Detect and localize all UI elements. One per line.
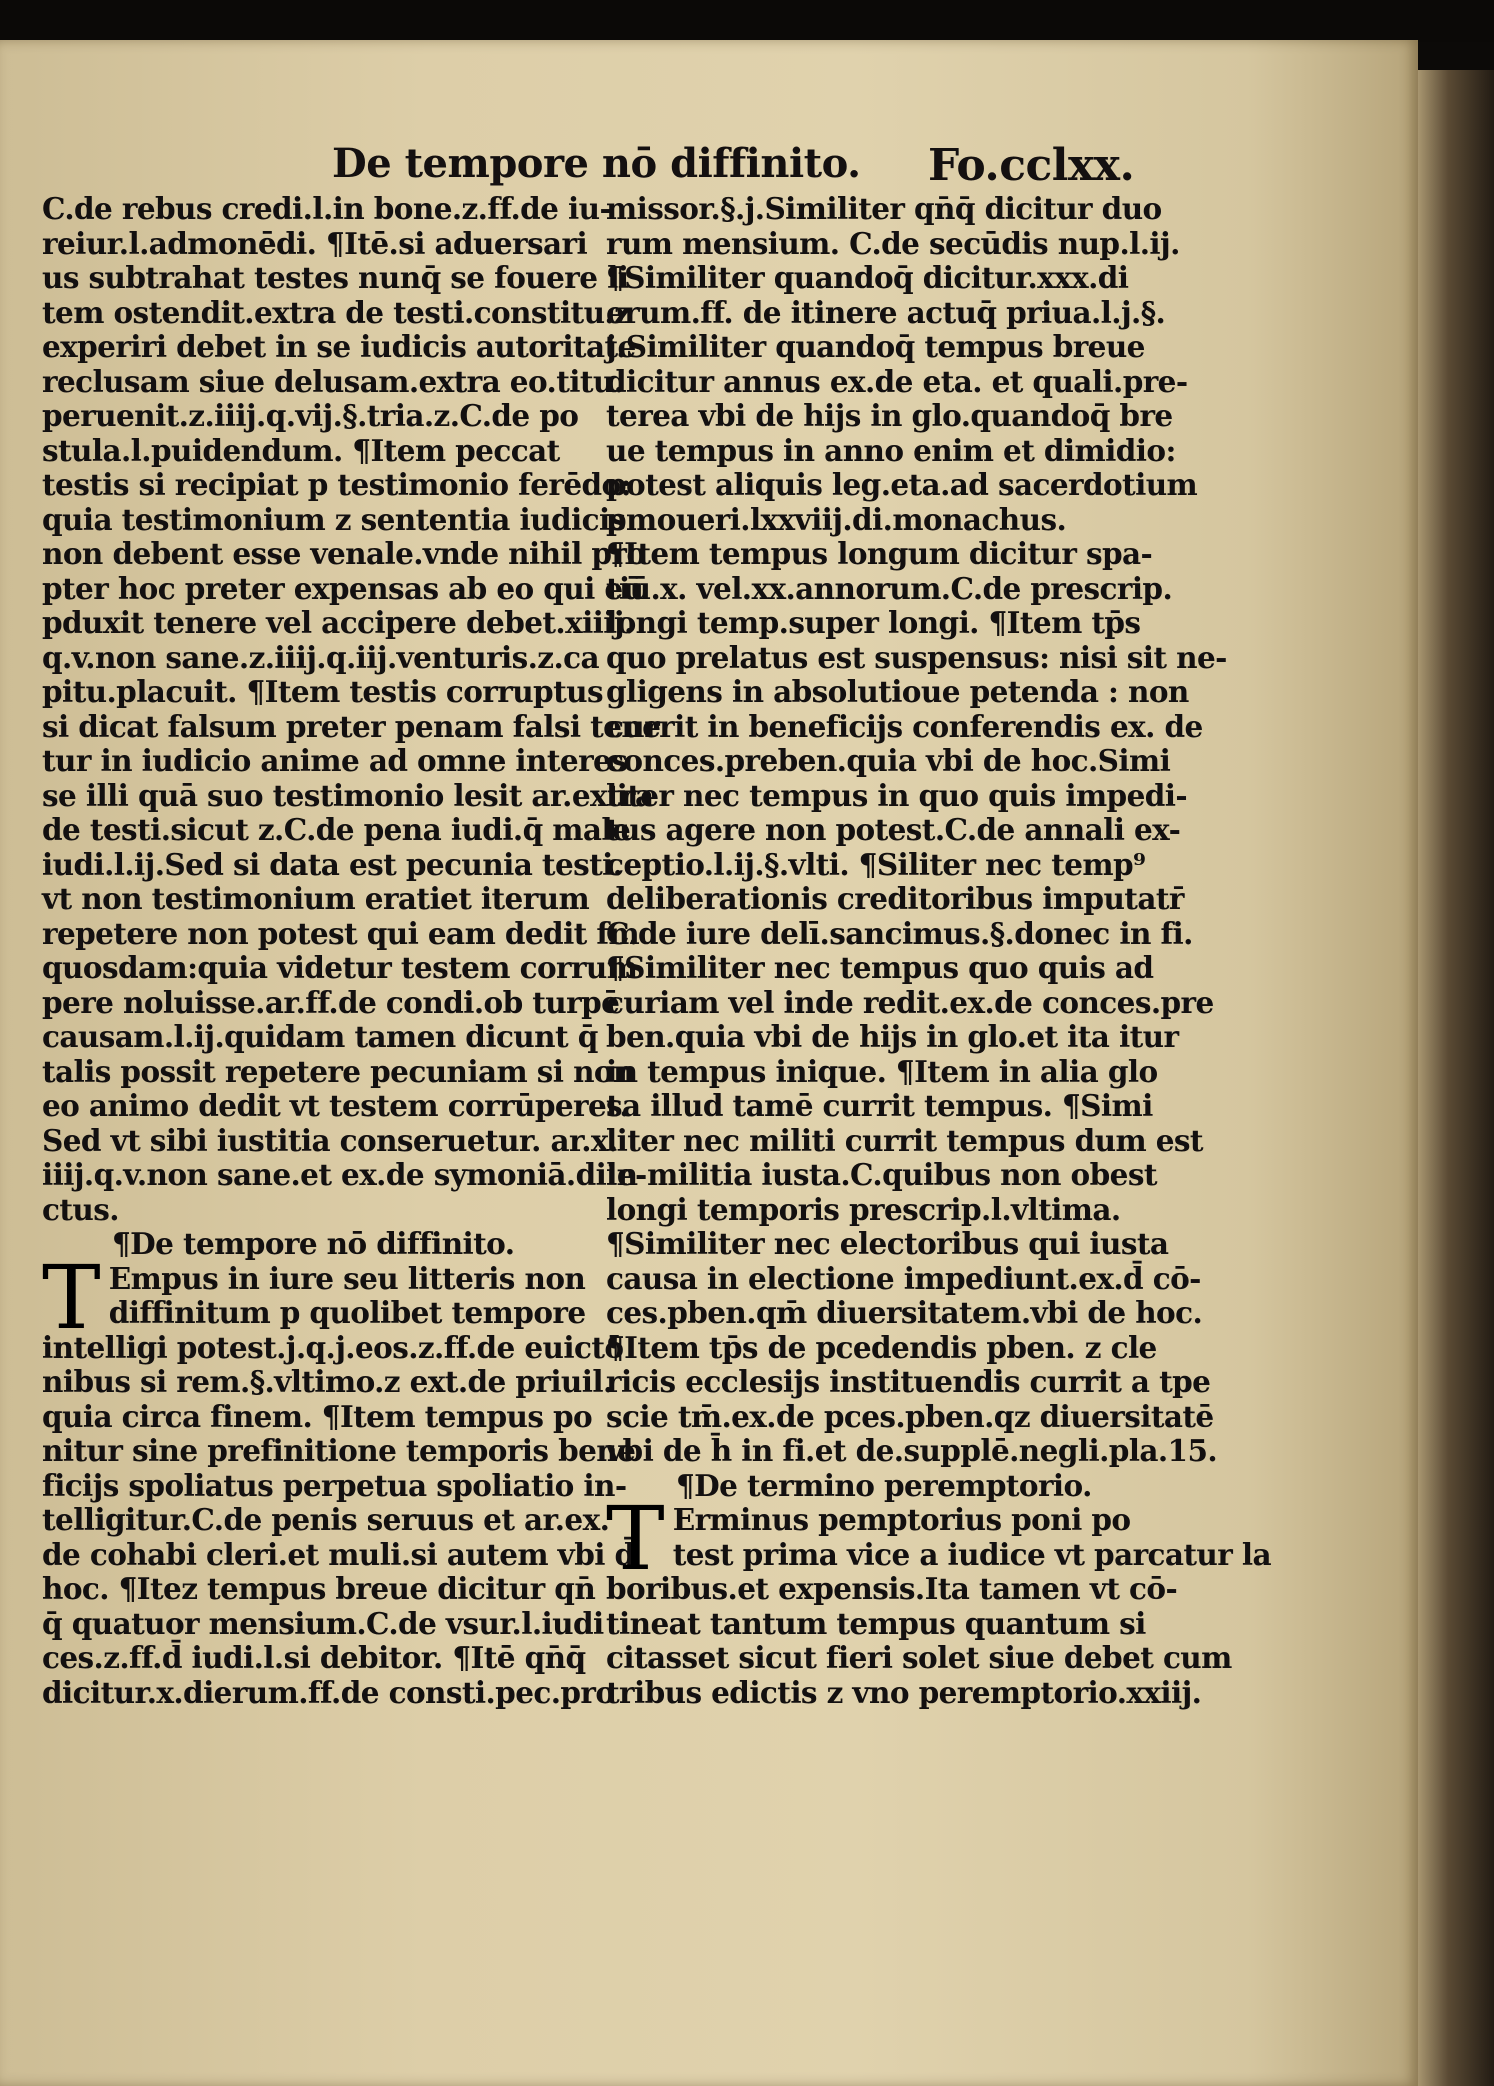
text-line: experiri debet in se iudicis autoritate (42, 329, 636, 364)
text-line: ¶Similiter quandoq̄ dicitur.xxx.di (606, 260, 1129, 295)
text-line: causam.l.ij.quidam tamen dicunt q̄ (42, 1019, 598, 1054)
text-line: scie tm̄.ex.de pces.pben.qz diuersitatē (606, 1398, 1214, 1434)
text-line: pitu.placuit. ¶Item testis corruptus (42, 674, 603, 709)
text-line: ceptio.l.ij.§.vlti. ¶Siliter nec temp⁹ (606, 846, 1146, 882)
text-line: longi temp.super longi. ¶Item tp̄s (606, 605, 1141, 640)
text-line: liter nec militi currit tempus dum est (606, 1122, 1203, 1158)
text-line: testis si recipiat p testimonio ferēdo: (42, 467, 631, 502)
text-line: hoc. ¶Itez tempus breue dicitur qn̄ (42, 1571, 596, 1606)
text-line: intelligi potest.j.q.j.eos.z.ff.de euictō (42, 1329, 624, 1365)
right-column-body (606, 191, 1227, 1469)
text-line: q.v.non sane.z.iiij.q.iij.venturis.z.ca (42, 639, 599, 675)
text-line: citasset sicut fieri solet siue debet cum (606, 1640, 1232, 1675)
text-line: diffinitum p quolibet tempore (108, 1295, 586, 1330)
text-line: liter nec tempus in quo quis impedi- (606, 777, 1188, 813)
text-line: terea vbi de hijs in glo.quandoq̄ bre (606, 398, 1173, 433)
text-line: telligitur.C.de penis seruus et ar.ex. (42, 1502, 610, 1537)
text-line: Erminus pemptorius poni po (672, 1502, 1131, 1537)
text-line: test prima vice a iudice vt parcatur la (672, 1536, 1272, 1572)
text-line: ces.pben.qm̄ diuersitatem.vbi de hoc. (606, 1295, 1203, 1330)
text-line: j.Similiter quandoq̄ tempus breue (606, 329, 1145, 364)
text-line: C.de iure delī.sancimus.§.donec in fi. (606, 915, 1193, 951)
text-line: us subtrahat testes nunq̄ se fouere li (42, 260, 629, 295)
text-line: in militia iusta.C.quibus non obest (606, 1157, 1157, 1192)
text-line: nitur sine prefinitione temporis bene (42, 1433, 636, 1468)
section-heading: ¶De tempore nō diffinito. (112, 1226, 515, 1261)
text-line: eo animo dedit vt testem corrūperet. (42, 1088, 629, 1123)
text-line: ¶Item tempus longum dicitur spa- (606, 536, 1153, 571)
text-line: potest aliquis leg.eta.ad sacerdotium (606, 467, 1198, 502)
text-line: de cohabi cleri.et muli.si autem vbi d̄ (42, 1536, 635, 1572)
text-line: tus agere non potest.C.de annali ex- (606, 812, 1181, 847)
text-line: conces.preben.quia vbi de hoc.Simi (606, 743, 1171, 778)
text-line: erum.ff. de itinere actuq̄ priua.l.j.§. (606, 294, 1166, 330)
text-line: quia circa finem. ¶Item tempus po (42, 1398, 593, 1434)
text-line: ue tempus in anno enim et dimidio: (606, 432, 1176, 468)
text-line: pmoueri.lxxviij.di.monachus. (606, 501, 1067, 537)
text-line: sa illud tamē currit tempus. ¶Simi (606, 1088, 1153, 1123)
text-line: dicitur annus ex.de eta. et quali.pre- (606, 363, 1188, 399)
text-line: longi temporis prescrip.l.vltima. (606, 1191, 1121, 1227)
text-line: quo prelatus est suspensus: nisi sit ne- (606, 639, 1227, 675)
folio-number: Fo.cclxx. (928, 140, 1135, 191)
text-line: talis possit repetere pecuniam si non (42, 1053, 634, 1089)
text-line: dicitur.x.dierum.ff.de consti.pec.pro (42, 1674, 615, 1710)
text-line: si dicat falsum preter penam falsi tene (42, 708, 661, 744)
text-line: ficijs spoliatus perpetua spoliatio in- (42, 1467, 627, 1503)
text-line: boribus.et expensis.Ita tamen vt cō- (606, 1571, 1178, 1606)
text-line: in tempus inique. ¶Item in alia glo (606, 1053, 1158, 1089)
text-line: Sed vt sibi iustitia conseruetur. ar.x. (42, 1122, 618, 1158)
text-line: stula.l.puidendum. ¶Item peccat (42, 432, 560, 468)
text-line: iudi.l.ij.Sed si data est pecunia testi. (42, 846, 623, 882)
text-line: ben.quia vbi de hijs in glo.et ita itur (606, 1019, 1179, 1054)
text-line: ces.z.ff.d̄ iudi.l.si debitor. ¶Itē qn̄q̄ (42, 1640, 586, 1675)
text-line: reiur.l.admonēdi. ¶Itē.si aduersari (42, 225, 588, 261)
running-title: De tempore nō diffinito. (332, 140, 861, 187)
section2-heading: ¶De termino peremptorio. (676, 1467, 1092, 1503)
text-line: rum mensium. C.de secūdis nup.l.ij. (606, 225, 1180, 261)
text-line: non debent esse venale.vnde nihil pro (42, 536, 646, 571)
left-column-body (42, 191, 661, 1227)
text-line: de testi.sicut z.C.de pena iudi.q̄ male (42, 812, 631, 847)
text-line: pduxit tenere vel accipere debet.xiiij. (42, 605, 634, 640)
text-line: tem ostendit.extra de testi.constitu.z (42, 294, 631, 330)
text-line: Empus in iure seu litteris non (108, 1260, 586, 1296)
text-line: ricis ecclesijs instituendis currit a tpe (606, 1364, 1211, 1399)
top-binding-shadow (0, 0, 1494, 42)
text-line: tineat tantum tempus quantum si (606, 1605, 1146, 1641)
text-line: ¶Item tp̄s de pcedendis pben. z cle (606, 1329, 1157, 1365)
text-line: q̄ quatuor mensium.C.de vsur.l.iudi (42, 1605, 604, 1641)
text-line: gligens in absolutioue petenda : non (606, 674, 1189, 709)
text-line: peruenit.z.iiij.q.vij.§.tria.z.C.de po (42, 398, 579, 433)
text-line: ¶Similiter nec tempus quo quis ad (606, 950, 1154, 985)
text-line: se illi quā suo testimonio lesit ar.extra (42, 777, 654, 813)
text-line: missor.§.j.Similiter qn̄q̄ dicitur duo (606, 191, 1162, 226)
text-line: C.de rebus credi.l.in bone.z.ff.de iu- (42, 191, 612, 226)
text-line: ¶Similiter nec electoribus qui iusta (606, 1226, 1169, 1261)
text-line: iiij.q.v.non sane.et ex.de symoniā.dile- (42, 1157, 647, 1192)
text-line: pter hoc preter expensas ab eo qui eū (42, 570, 644, 606)
drop-cap: T (42, 1245, 101, 1349)
section-paragraph (42, 1245, 636, 1711)
left-column (42, 191, 661, 1710)
text-line: quosdam:quia videtur testem corrum (42, 950, 638, 985)
text-line: causa in electione impediunt.ex.d̄ cō- (606, 1260, 1201, 1296)
text-line: tiū.x. vel.xx.annorum.C.de prescrip. (606, 570, 1173, 606)
text-line: curiam vel inde redit.ex.de conces.pre (606, 984, 1214, 1020)
text-line: currit in beneficijs conferendis ex. de (606, 708, 1203, 744)
drop-cap-2: T (606, 1487, 665, 1590)
text-line: deliberationis creditoribus imputatr̄ (606, 881, 1184, 916)
text-line: pere noluisse.ar.ff.de condi.ob turpē (42, 984, 620, 1020)
section2-paragraph (606, 1487, 1272, 1710)
text-line: tribus edictis z vno peremptorio.xxiij. (606, 1674, 1202, 1710)
text-line: repetere non potest qui eam dedit fm (42, 915, 640, 951)
right-column (606, 191, 1272, 1710)
text-line: quia testimonium z sententia iudicis (42, 501, 626, 537)
text-line: reclusam siue delusam.extra eo.titu. (42, 363, 624, 399)
text-line: vbi de h̄ in fi.et de.supplē.negli.pla.15. (606, 1433, 1218, 1468)
text-line: vt non testimonium eratiet iterum (42, 881, 590, 916)
page-edge-right (1418, 70, 1494, 2086)
text-line: ctus. (42, 1191, 119, 1227)
text-line: nibus si rem.§.vltimo.z ext.de priuil. (42, 1364, 613, 1399)
text-line: tur in iudicio anime ad omne interes (42, 743, 628, 778)
